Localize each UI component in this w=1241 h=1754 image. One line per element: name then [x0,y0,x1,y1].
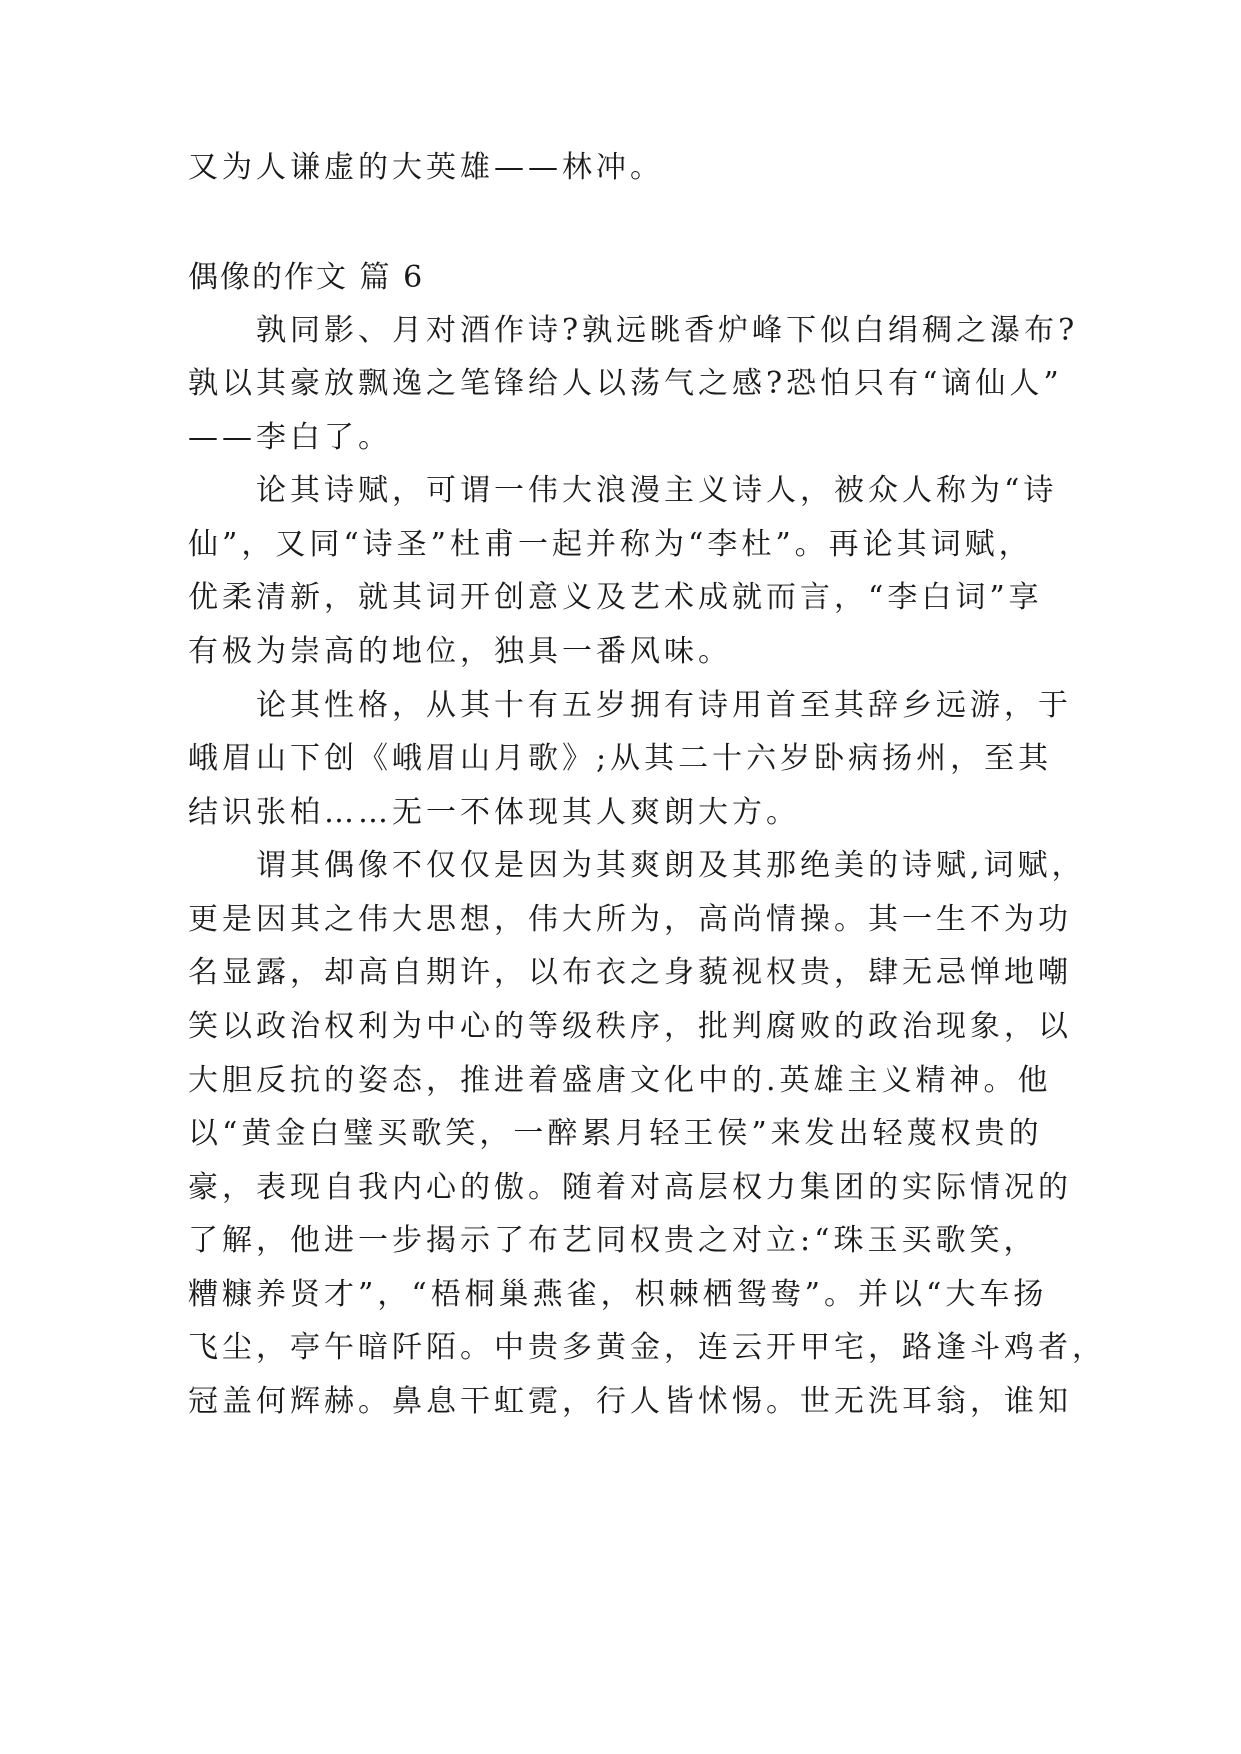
paragraph-line: 了解，他进一步揭示了布艺同权贵之对立:“珠玉买歌笑， [188,1223,1038,1258]
intro-line: 又为人谦虚的大英雄——林冲。 [188,150,664,185]
paragraph-line: 飞尘，亭午暗阡陌。中贵多黄金，连云开甲宅，路逢斗鸡者， [188,1330,1106,1365]
paragraph-line: 大胆反抗的姿态，推进着盛唐文化中的.英雄主义精神。他 [188,1063,1052,1098]
paragraph-line: 名显露，却高自期许，以布衣之身藐视权贵，肆无忌惮地嘲 [188,955,1072,990]
paragraph-line: 更是因其之伟大思想，伟大所为，高尚情操。其一生不为功 [188,902,1072,937]
paragraph-line: 孰以其豪放飘逸之笔锋给人以荡气之感?恐怕只有“谪仙人” [188,366,1063,401]
section-title: 偶像的作文 篇 6 [188,260,425,295]
paragraph-line: 结识张柏……无一不体现其人爽朗大方。 [188,795,800,830]
paragraph-line: 冠盖何辉赫。鼻息干虹霓，行人皆怵惕。世无洗耳翁，谁知 [188,1384,1072,1419]
paragraph-line: 谓其偶像不仅仅是因为其爽朗及其那绝美的诗赋,词赋， [188,848,1086,883]
paragraph-line: 孰同影、月对酒作诗?孰远眺香炉峰下似白绢稠之瀑布? [188,313,1079,348]
paragraph-line: 论其诗赋，可谓一伟大浪漫主义诗人，被众人称为“诗 [188,473,1058,508]
paragraph-line: 峨眉山下创《峨眉山月歌》;从其二十六岁卧病扬州，至其 [188,741,1053,776]
paragraph-line: 豪，表现自我内心的傲。随着对高层权力集团的实际情况的 [188,1170,1072,1205]
paragraph-line: 笑以政治权利为中心的等级秩序，批判腐败的政治现象，以 [188,1009,1072,1044]
paragraph-line: 有极为崇高的地位，独具一番风味。 [188,634,732,669]
paragraph-line: 优柔清新，就其词开创意义及艺术成就而言，“李白词”享 [188,580,1043,615]
paragraph-line: 以“黄金白璧买歌笑，一醉累月轻王侯”来发出轻蔑权贵的 [188,1116,1043,1151]
paragraph-line: 仙”，又同“诗圣”杜甫一起并称为“李杜”。再论其词赋， [188,527,1033,562]
paragraph-line: 论其性格，从其十有五岁拥有诗用首至其辞乡远游，于 [188,688,1072,723]
paragraph-line: 糟糠养贤才”，“梧桐巢燕雀，枳棘栖鸳鸯”。并以“大车扬 [188,1277,1048,1312]
paragraph-line: ——李白了。 [188,420,392,455]
